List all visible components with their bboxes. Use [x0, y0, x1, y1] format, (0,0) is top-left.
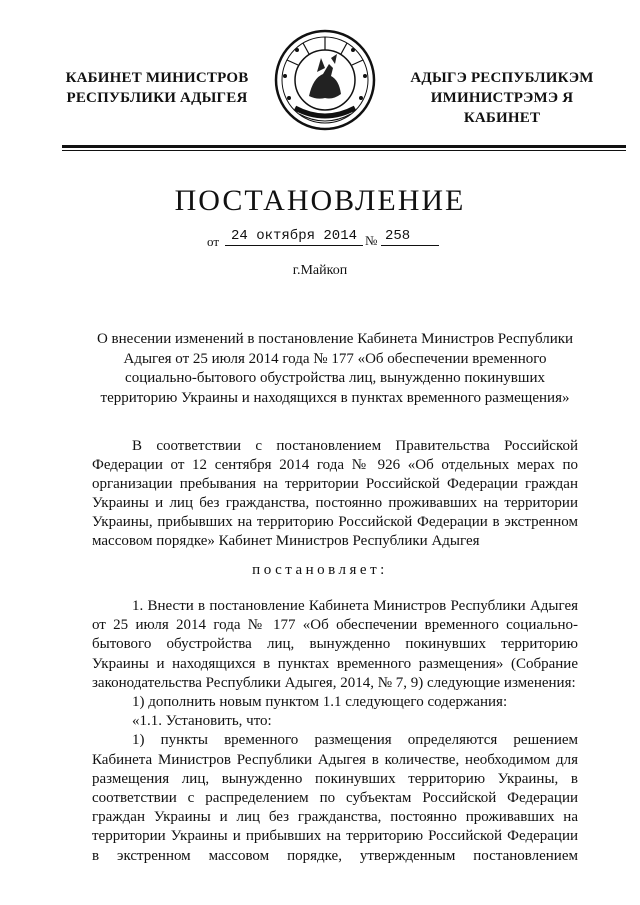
paragraph: 1) пункты временного размещения определяются решением Кабинета Министров Республики Адыгея в количестве, необходимом для размещения лиц, вынужденно покинувших территорию Украины, в соответствии с распределением по субъектам Российской Федерации граждан Украины и лиц без гражданства, постоянно проживавших на территории Украины и прибывших на территорию Российской Федерации в экстренном массовом порядке, утвержденным постановлением: [92, 732, 578, 864]
document-date: 24 октября 2014: [225, 228, 363, 246]
date-label: от: [207, 234, 220, 249]
preamble: В соответствии с постановлением Правительства Российской Федерации от 12 сентября 2014 года № 926 «Об отдельных мерах по организации пребывания на территории Российской Федерации граждан Украины и лиц без гражданства, постоянно проживавших на территории Украины, прибывших на территорию Российской Федерации в экстренном массовом порядке» Кабинет Министров Республики Адыгея: [92, 438, 578, 549]
dateline: [207, 228, 467, 250]
resolves-heading: постановляет:: [252, 562, 388, 578]
paragraph: 1. Внести в постановление Кабинета Министров Республики Адыгея от 25 июля 2014 года № 177 «Об обеспечении временного социально-бытового обустройства лиц, вынужденно покинувших территорию Украины и находящихся в пунктах временного размещения» (Собрание законодательства Республики Адыгея, 2014, № 7, 9) следующие изменения:: [92, 598, 578, 691]
city: г.Майкоп: [292, 263, 348, 278]
document-subject: О внесении изменений в постановление Кабинета Министров Республики Адыгея от 25 июля 2014 года № 177 «Об обеспечении временного социально-бытового обустройства лиц, вынужденно покинувших территорию Украины и находящихся в пунктах временного размещения»: [96, 331, 574, 406]
issuer-line-1: АДЫГЭ РЕСПУБЛИКЭМ: [410, 70, 594, 86]
document-body: [92, 597, 578, 866]
document-number: 258: [381, 228, 439, 246]
paragraph: 1) дополнить новым пунктом 1.1 следующего содержания:: [132, 694, 508, 711]
number-label: №: [365, 233, 378, 248]
issuer-line-2: РЕСПУБЛИКИ АДЫГЕЯ: [66, 90, 248, 106]
document-title: ПОСТАНОВЛЕНИЕ: [174, 184, 466, 217]
header-divider-thick: [62, 145, 626, 148]
issuer-line-2: ИМИНИСТРЭМЭ Я КАБИНЕТ: [430, 90, 574, 126]
issuer-name-russian: [62, 68, 252, 108]
coat-of-arms-icon: [273, 28, 377, 132]
header-divider-thin: [62, 150, 626, 151]
issuer-line-1: КАБИНЕТ МИНИСТРОВ: [65, 70, 249, 86]
issuer-name-adyghe: [392, 68, 612, 128]
paragraph: «1.1. Установить, что:: [132, 713, 272, 730]
